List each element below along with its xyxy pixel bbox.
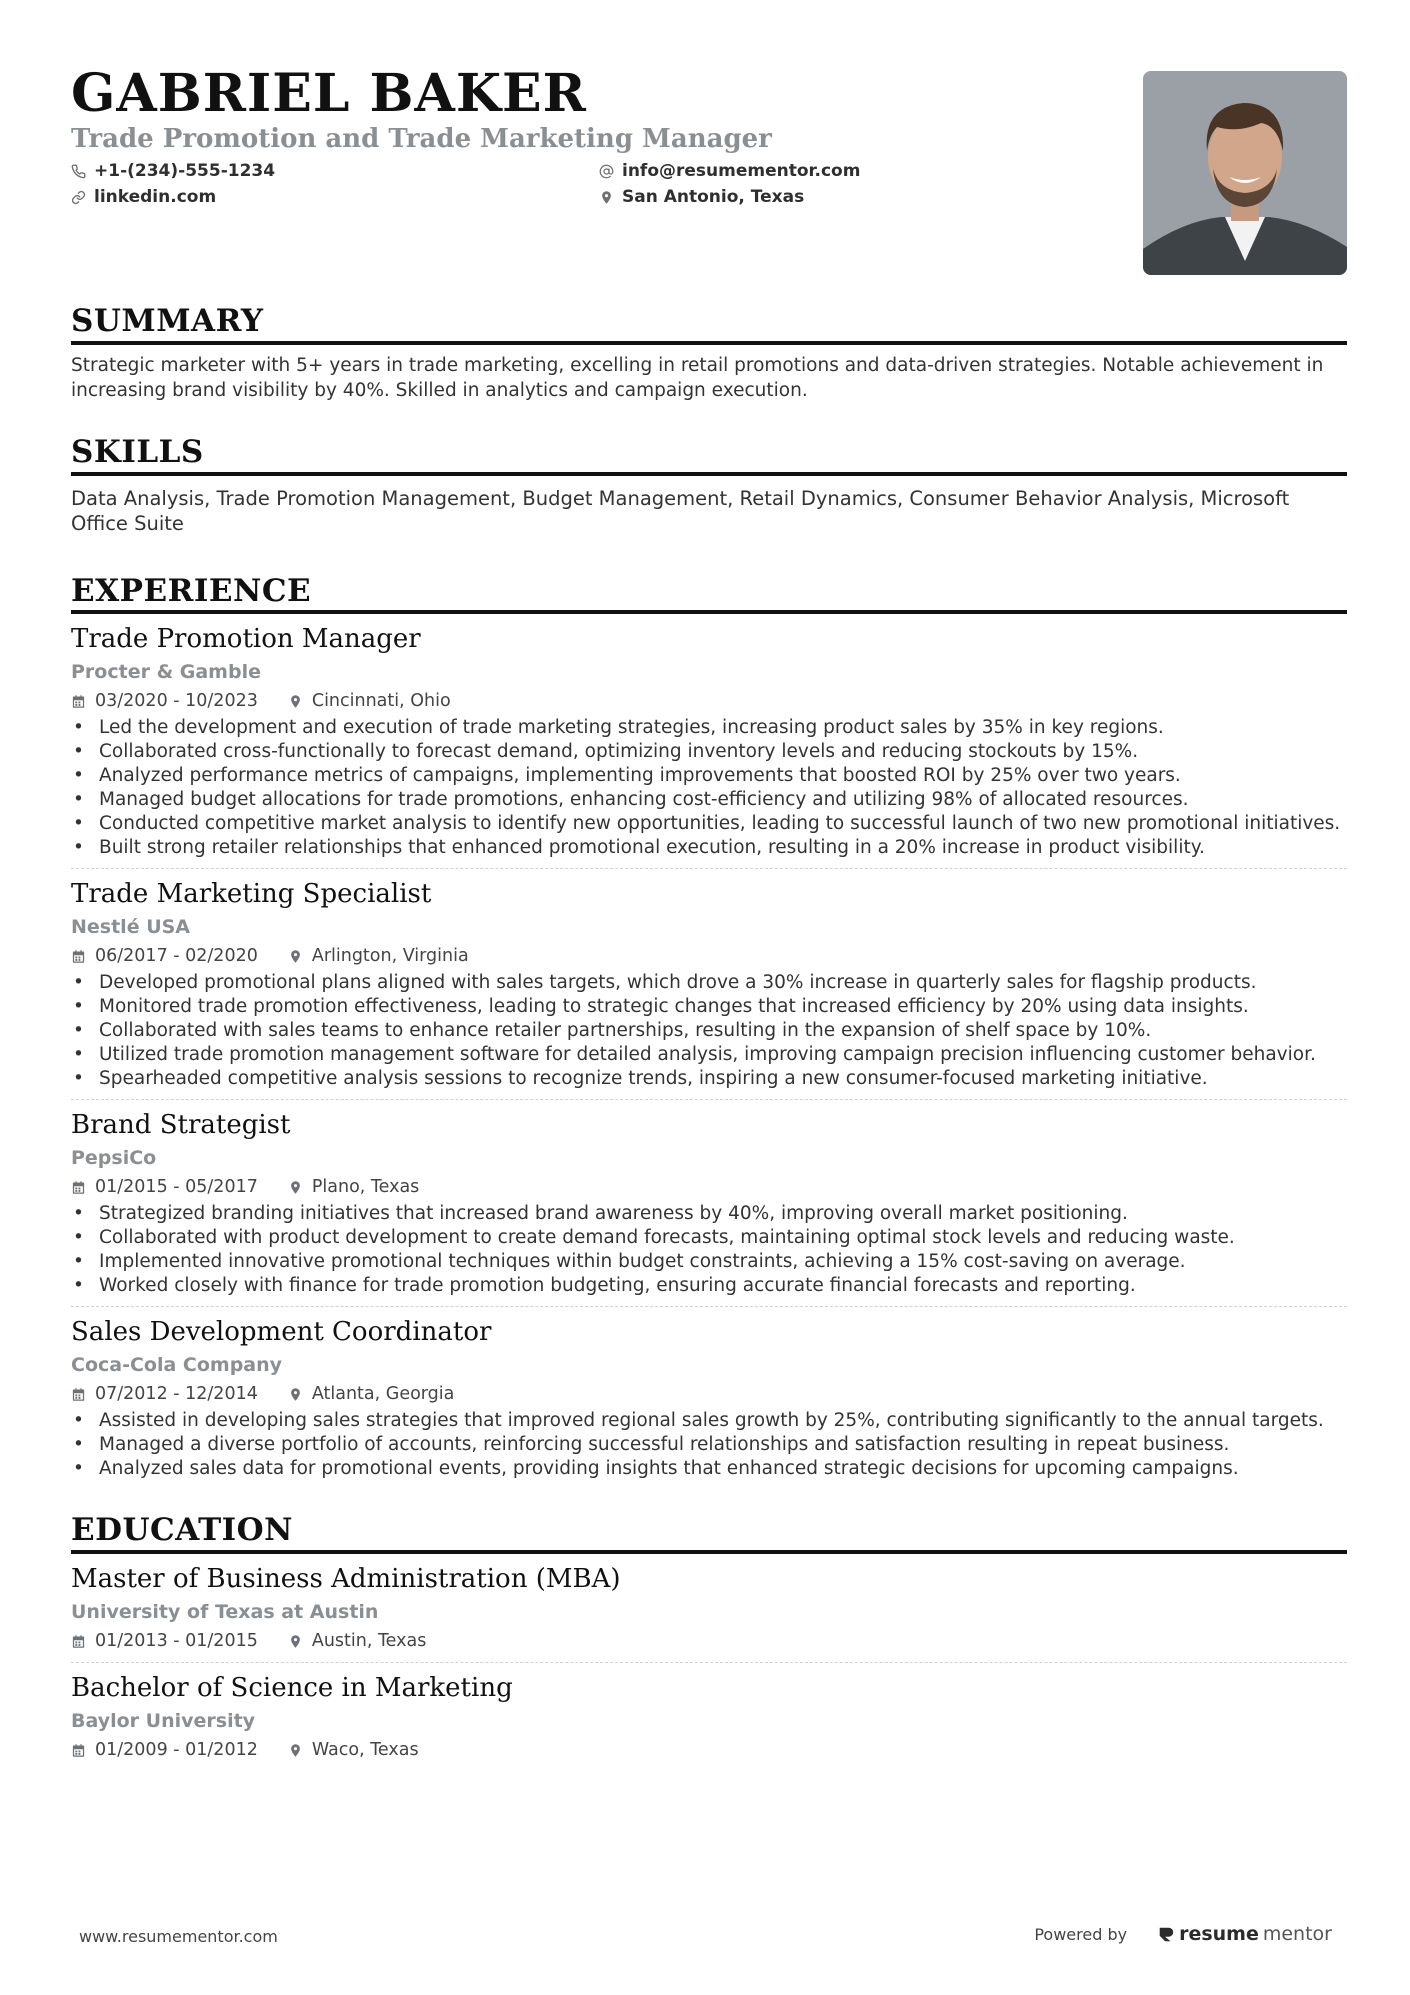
company-name: Coca-Cola Company	[71, 1354, 283, 1377]
contact-location	[599, 186, 999, 208]
entry-dates: 07/2012 - 12/2014	[95, 1384, 258, 1405]
achievement-item: • Worked closely with finance for trade promotion budgeting, ensuring accurate financial forecasts and reporting.	[71, 1274, 1347, 1298]
calendar-icon	[71, 1180, 86, 1195]
map-pin-icon	[288, 1387, 303, 1402]
entry-dates: 01/2013 - 01/2015	[95, 1631, 258, 1651]
achievement-item: • Built strong retailer relationships that enhanced promotional execution, resulting in a 20% increase in product visibility.	[71, 836, 1347, 860]
linkedin-text[interactable]: linkedin.com	[94, 187, 217, 207]
achievement-item: • Strategized branding initiatives that increased brand awareness by 40%, improving overall market positioning.	[71, 1202, 1347, 1226]
link-icon	[71, 190, 86, 205]
calendar-icon	[71, 1743, 86, 1758]
location-text: San Antonio, Texas	[622, 187, 805, 207]
experience-item	[71, 869, 1347, 1100]
achievement-item: • Led the development and execution of trade marketing strategies, increasing product sales by 35% in key regions.	[71, 716, 1347, 740]
skills-section	[71, 433, 1347, 536]
skills-text: Data Analysis, Trade Promotion Management, Budget Management, Retail Dynamics, Consumer Behavior Analysis, Microsoft Office Suite	[71, 486, 1290, 535]
contact-phone	[71, 160, 599, 182]
map-pin-icon	[288, 1180, 303, 1195]
entry-meta	[71, 688, 1347, 714]
summary-section	[71, 302, 1347, 403]
degree-title: Master of Business Administration (MBA)	[71, 1564, 621, 1594]
achievement-list	[71, 1409, 1347, 1481]
brand-bold: resume	[1179, 1923, 1259, 1945]
achievement-item: • Implemented innovative promotional techniques within budget constraints, achieving a 15% cost-saving on average.	[71, 1250, 1347, 1274]
calendar-icon	[71, 1387, 86, 1402]
job-title: Trade Promotion Manager	[71, 624, 421, 655]
entry-location: Arlington, Virginia	[311, 946, 469, 967]
education-list	[71, 1554, 1347, 1771]
entry-meta	[71, 1628, 1347, 1654]
summary-heading: SUMMARY	[71, 302, 1347, 345]
achievement-item: • Conducted competitive market analysis to identify new opportunities, leading to successful launch of two new promotional initiatives.	[71, 812, 1347, 836]
brand-light: mentor	[1262, 1923, 1332, 1945]
experience-item	[71, 614, 1347, 869]
entry-location: Cincinnati, Ohio	[311, 691, 451, 712]
entry-dates: 06/2017 - 02/2020	[95, 946, 258, 967]
profile-photo	[1143, 71, 1347, 275]
map-pin-icon	[288, 949, 303, 964]
entry-location: Plano, Texas	[311, 1177, 420, 1198]
job-title: Brand Strategist	[71, 1110, 291, 1141]
candidate-role: Trade Promotion and Trade Marketing Manager	[71, 124, 772, 154]
experience-list	[71, 614, 1347, 1489]
entry-location: Atlanta, Georgia	[311, 1384, 455, 1405]
powered-by-text: Powered by	[1034, 1924, 1128, 1944]
achievement-item: • Spearheaded competitive analysis sessions to recognize trends, inspiring a new consumer-focused marketing initiative.	[71, 1067, 1347, 1091]
contact-email[interactable]	[599, 160, 999, 182]
achievement-item: • Collaborated cross-functionally to forecast demand, optimizing inventory levels and reducing stockouts by 15%.	[71, 740, 1347, 764]
contact-linkedin[interactable]	[71, 186, 599, 208]
experience-heading: EXPERIENCE	[71, 572, 1347, 615]
at-sign-icon	[599, 164, 614, 179]
entry-meta	[71, 1174, 1347, 1200]
achievement-list	[71, 971, 1347, 1091]
experience-section	[71, 572, 1347, 1490]
footer-branding	[1034, 1923, 1332, 1945]
achievement-item: • Collaborated with product development to create demand forecasts, maintaining optimal stock levels and reducing waste.	[71, 1226, 1347, 1250]
summary-text: Strategic marketer with 5+ years in trade marketing, excelling in retail promotions and data-driven strategies. Notable achievement in increasing brand visibility by 40%. Skilled in analytics and campaign execution.	[71, 354, 1324, 401]
brand-logo[interactable]	[1157, 1923, 1332, 1945]
phone-text: +1-(234)-555-1234	[94, 161, 276, 181]
school-name: Baylor University	[71, 1710, 256, 1732]
entry-dates: 01/2009 - 01/2012	[95, 1740, 258, 1760]
map-pin-icon	[599, 190, 614, 205]
school-name: University of Texas at Austin	[71, 1601, 379, 1623]
entry-dates: 01/2015 - 05/2017	[95, 1177, 258, 1198]
footer-website[interactable]: www.resumementor.com	[79, 1927, 278, 1946]
entry-meta	[71, 1381, 1347, 1407]
achievement-item: • Analyzed sales data for promotional events, providing insights that enhanced strategic decisions for upcoming campaigns.	[71, 1457, 1347, 1481]
education-section	[71, 1511, 1347, 1771]
achievement-item: • Developed promotional plans aligned with sales targets, which drove a 30% increase in quarterly sales for flagship products.	[71, 971, 1347, 995]
experience-item	[71, 1307, 1347, 1489]
achievement-item: • Utilized trade promotion management software for detailed analysis, improving campaign precision influencing customer behavior.	[71, 1043, 1347, 1067]
brand-mark-icon	[1157, 1925, 1175, 1943]
education-heading: EDUCATION	[71, 1511, 1347, 1554]
resume-page	[71, 58, 1347, 1771]
achievement-item: • Analyzed performance metrics of campaigns, implementing improvements that boosted ROI by 25% over two years.	[71, 764, 1347, 788]
company-name: PepsiCo	[71, 1147, 157, 1170]
company-name: Nestlé USA	[71, 916, 191, 939]
degree-title: Bachelor of Science in Marketing	[71, 1673, 513, 1703]
education-item	[71, 1663, 1347, 1771]
achievement-item: • Assisted in developing sales strategies that improved regional sales growth by 25%, contributing significantly to the annual targets.	[71, 1409, 1347, 1433]
job-title: Trade Marketing Specialist	[71, 879, 432, 910]
entry-meta	[71, 943, 1347, 969]
company-name: Procter & Gamble	[71, 661, 261, 684]
calendar-icon	[71, 1634, 86, 1649]
education-item	[71, 1554, 1347, 1663]
entry-location: Waco, Texas	[311, 1740, 419, 1760]
achievement-item: • Managed budget allocations for trade promotions, enhancing cost-efficiency and utilizing 98% of allocated resources.	[71, 788, 1347, 812]
email-text[interactable]: info@resumementor.com	[622, 161, 861, 181]
resume-header	[71, 63, 1347, 288]
achievement-item: • Managed a diverse portfolio of accounts, reinforcing successful relationships and satisfaction resulting in repeat business.	[71, 1433, 1347, 1457]
calendar-icon	[71, 694, 86, 709]
calendar-icon	[71, 949, 86, 964]
map-pin-icon	[288, 694, 303, 709]
candidate-name: GABRIEL BAKER	[71, 63, 587, 124]
map-pin-icon	[288, 1634, 303, 1649]
job-title: Sales Development Coordinator	[71, 1317, 492, 1348]
achievement-item: • Collaborated with sales teams to enhance retailer partnerships, resulting in the expansion of shelf space by 10%.	[71, 1019, 1347, 1043]
entry-dates: 03/2020 - 10/2023	[95, 691, 258, 712]
achievement-list	[71, 1202, 1347, 1298]
skills-heading: SKILLS	[71, 433, 1347, 476]
entry-location: Austin, Texas	[311, 1631, 427, 1651]
entry-meta	[71, 1737, 1347, 1763]
phone-icon	[71, 164, 86, 179]
achievement-list	[71, 716, 1347, 860]
map-pin-icon	[288, 1743, 303, 1758]
experience-item	[71, 1100, 1347, 1307]
achievement-item: • Monitored trade promotion effectiveness, leading to strategic changes that increased efficiency by 20% using data insights.	[71, 995, 1347, 1019]
